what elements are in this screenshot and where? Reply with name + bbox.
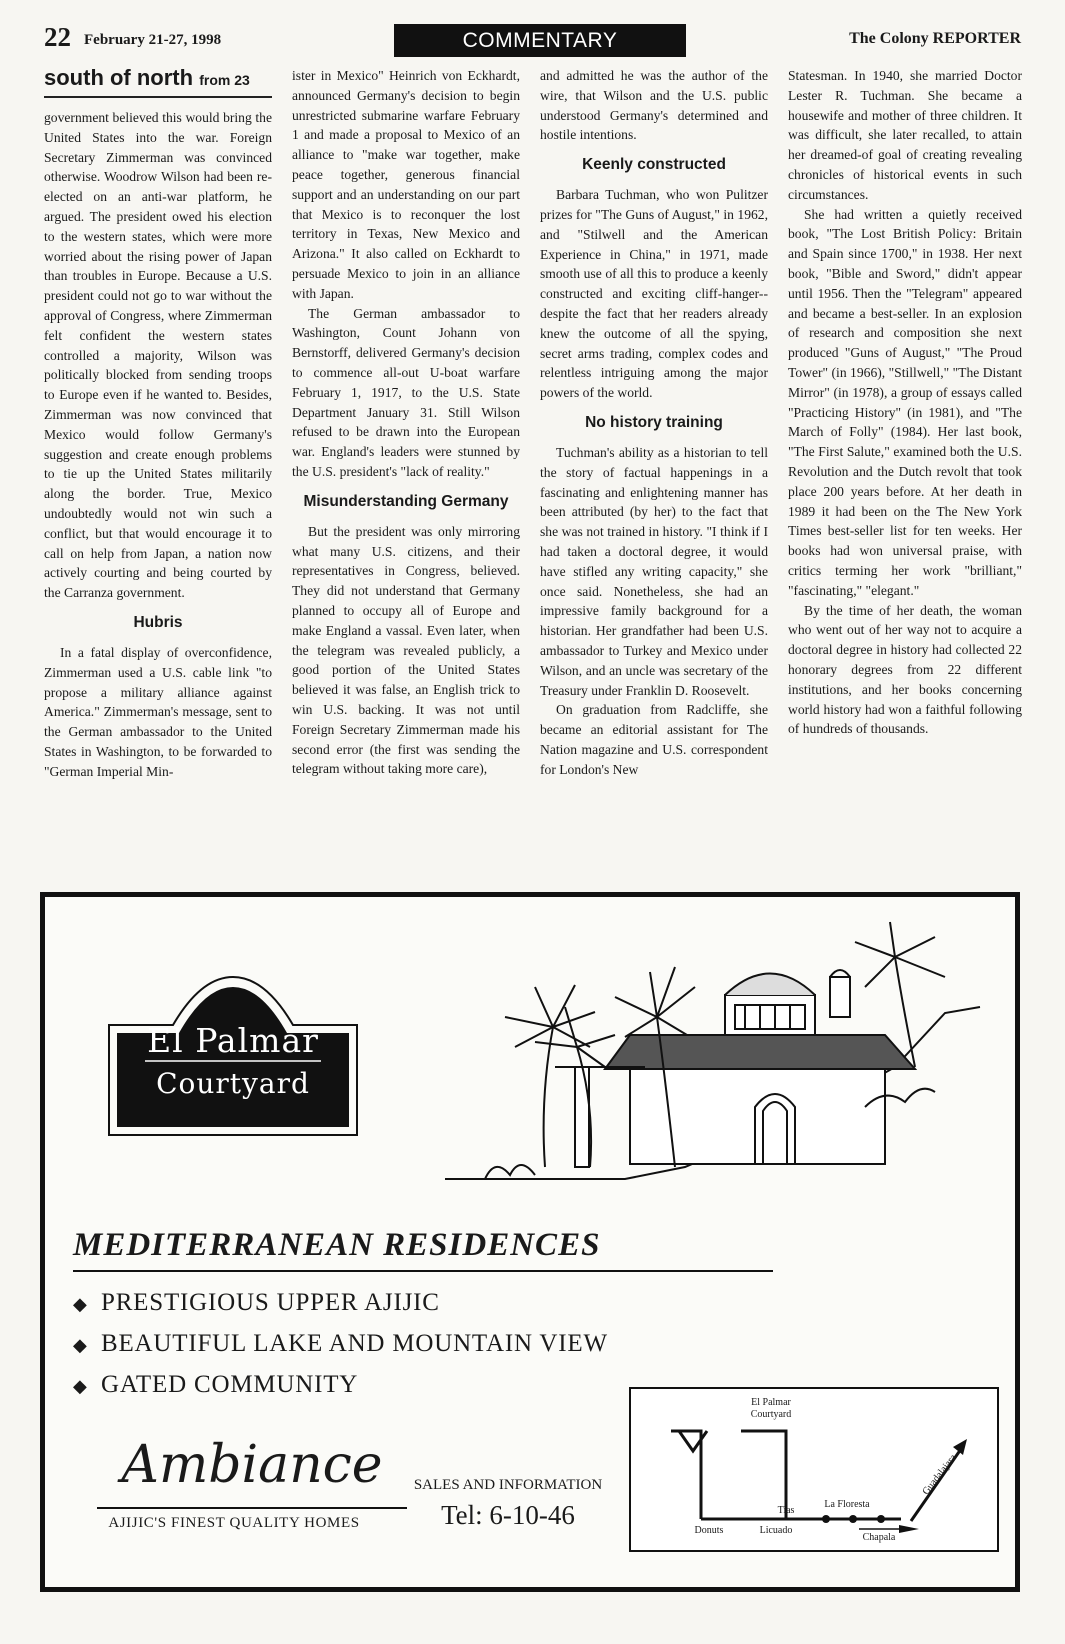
logo-line-1: El Palmar — [147, 1021, 319, 1060]
subhead: Misunderstanding Germany — [303, 492, 509, 510]
map-label-donuts: Donuts — [694, 1525, 724, 1536]
paragraph: The German ambassador to Washington, Count Johann von Bernstorff, delivered Germany's decision to commence all-out U-boat warfare February 1, 1917, to the U.S. State Department January 31. Still Wilson refused to be drawn into the European war. England's leaders were stunned by the U.S. president's "lack of reality." — [292, 305, 520, 479]
page-number: 22 — [44, 22, 71, 52]
brand-tagline: AJIJIC'S FINEST QUALITY HOMES — [108, 1515, 360, 1531]
map-label-licuado: Licuado — [759, 1525, 793, 1536]
ad-headline: MEDITERRANEAN RESIDENCES — [73, 1227, 773, 1272]
paragraph: Tuchman's ability as a historian to tell the story of factual happenings in a fascinating and enlightening manner has been attributed (by her) to the fact that she was not trained in history. "I think if I had taken a doctoral degree, it would have stifled any writing capacity," she once said. Nonetheless, she had an impressive family background for a historian. Her grandfather had been U.S. ambassador to Turkey and Mexico under Wilson, and an uncle was secretary of the Treasury under Franklin D. Roosevelt. — [540, 444, 768, 698]
article-column-4 — [788, 66, 1022, 888]
paragraph: On graduation from Radcliffe, she became an editorial assistant for The Nation magazine and U.S. correspondent for London's New — [540, 702, 768, 777]
map-label-la-floresta: La Floresta — [824, 1499, 870, 1510]
map-label-destination: El Palmar Courtyard — [750, 1397, 792, 1420]
real-estate-advertisement — [40, 892, 1020, 1592]
page-header — [44, 18, 1021, 58]
issue-date: February 21-27, 1998 — [84, 32, 222, 48]
feature-list — [73, 1282, 608, 1405]
jump-title: south of north — [44, 66, 194, 90]
feature-item — [73, 1282, 608, 1323]
feature-text: GATED COMMUNITY — [101, 1371, 359, 1398]
subhead: No history training — [585, 413, 723, 431]
paragraph: But the president was only mirroring what many U.S. citizens, and their representatives in Congress, believed. They did not understand that Germany planned to occupy all of Europe and make England a vassal. Even later, when the telegram was revealed publicly, a good portion of the United States believed it was false, an English trick to win U.S. backing. It was not until Foreign Secretary Zimmerman made his second error (the first was sending the telegram without taking more care), — [292, 523, 520, 777]
diamond-bullet-icon: ◆ — [73, 1294, 88, 1314]
feature-text: BEAUTIFUL LAKE AND MOUNTAIN VIEW — [101, 1330, 608, 1357]
feature-item — [73, 1323, 608, 1364]
sales-label: SALES AND INFORMATION — [413, 1477, 603, 1493]
article-column-3 — [540, 66, 768, 888]
location-map — [629, 1387, 999, 1552]
section-banner: COMMENTARY — [394, 24, 686, 57]
subhead: Hubris — [133, 613, 183, 631]
article-column-1 — [44, 66, 272, 888]
logo-line-2: Courtyard — [156, 1067, 310, 1100]
paragraph: Barbara Tuchman, who won Pulitzer prizes for "The Guns of August," in 1962, and "Stilwell and the American Experience in China," in 1971, made smooth use of all this to produce a keenly constructed and exciting cliff-hanger--despite the fact that her readers already knew the outcome of all the spying, secret arms trading, complex codes and relentless intriguing among the major powers of the world. — [540, 187, 768, 401]
paragraph: She had written a quietly received book, "The Lost British Policy: Britain and Spain since 1700," in 1938. Her next book, "Bible and Sword," didn't appear until 1956. Then the "Telegram" appeared and became a best-seller. In an explosion of research and composition she next produced "Guns of August," "The Proud Tower" (in 1966), "Stillwell," "The Distant Mirror" (in 1978), a group of essays called "Practicing History" (in 1981), and "The March of Folly" (1984). Her last book, "The First Salute," examined both the U.S. Revolution and the Dutch revolt that took place 200 years before. At her death in 1989 it had been on the The New York Times best-seller list for ten weeks. Her books had won universal praise, with critics terming her work "brilliant," "fascinating," "elegant." — [788, 206, 1022, 598]
ambiance-brand-logo: Ambiance — [97, 1429, 407, 1509]
paragraph: Statesman. In 1940, she married Doctor Lester R. Tuchman. She became a housewife and mother of three children. It was difficult, she later recalled, to attain her dreamed-of goal of creating revealing chronicles of historical events in such circumstances. — [788, 68, 1022, 202]
paragraph: government believed this would bring the United States into the war. Foreign Secretary Zimmerman was convinced otherwise. Woodrow Wilson had been re-elected on an anti-war platform, he argued. The president owed his election to the western states, which were more worried about the rising power of Japan than troubles in Europe. Because a U.S. president could not go to war without the approval of Congress, where Zimmerman felt confident the western states controlled a majority, Wilson was politically blocked from sending troops to Europe even if he wanted to. Besides, Zimmerman was now convinced that Mexico would follow Germany's suggestion and create enough problems to tie up the United States militarily along the border. True, Mexico undoubtedly would not win such a conflict, but that would encourage it to call on help from Japan, a nation now actively courting and being courted by the Carranza government. — [44, 110, 272, 601]
article-column-2 — [292, 66, 520, 888]
paragraph: By the time of her death, the woman who went out of her way not to acquire a doctoral degree in history had collected 22 honorary degrees from 22 different institutions, and her books concerning world history had won a faithful following of hundreds of thousands. — [788, 602, 1022, 737]
map-label-chapala: Chapala — [862, 1532, 896, 1543]
map-label-tias: Tias — [777, 1505, 795, 1516]
el-palmar-logo — [105, 967, 361, 1139]
feature-item — [73, 1364, 608, 1405]
diamond-bullet-icon: ◆ — [73, 1376, 88, 1396]
article-body — [44, 66, 1022, 888]
map-label-guadalajara: Guadalajara — [920, 1452, 959, 1498]
paragraph: and admitted he was the author of the wire, that Wilson and the U.S. public understood Germany's determined and hostile intentions. — [540, 68, 768, 143]
jump-headline — [44, 66, 272, 98]
paragraph: ister in Mexico" Heinrich von Eckhardt, announced Germany's decision to begin unrestricted submarine warfare February 1 and made a proposal to Mexico of an alliance to "make war together, make peace together, generous financial support and an understanding on our part that Mexico is to reconquer the lost territory in Texas, New Mexico and Arizona." It also called on Eckhardt to persuade Mexico to join in an alliance with Japan. — [292, 68, 520, 301]
feature-text: PRESTIGIOUS UPPER AJIJIC — [101, 1289, 440, 1316]
villa-palm-illustration — [425, 917, 985, 1207]
sales-phone: Tel: 6-10-46 — [441, 1500, 575, 1530]
paragraph: In a fatal display of overconfidence, Zimmerman used a U.S. cable link "to propose a military alliance against America." Zimmerman's message, sent to the German ambassador to the United States in Washington, to be forwarded to "German Imperial Min- — [44, 644, 272, 779]
jump-from: from 23 — [199, 72, 250, 88]
subhead: Keenly constructed — [582, 156, 726, 174]
newspaper-name: The Colony REPORTER — [849, 30, 1021, 47]
diamond-bullet-icon: ◆ — [73, 1335, 88, 1355]
